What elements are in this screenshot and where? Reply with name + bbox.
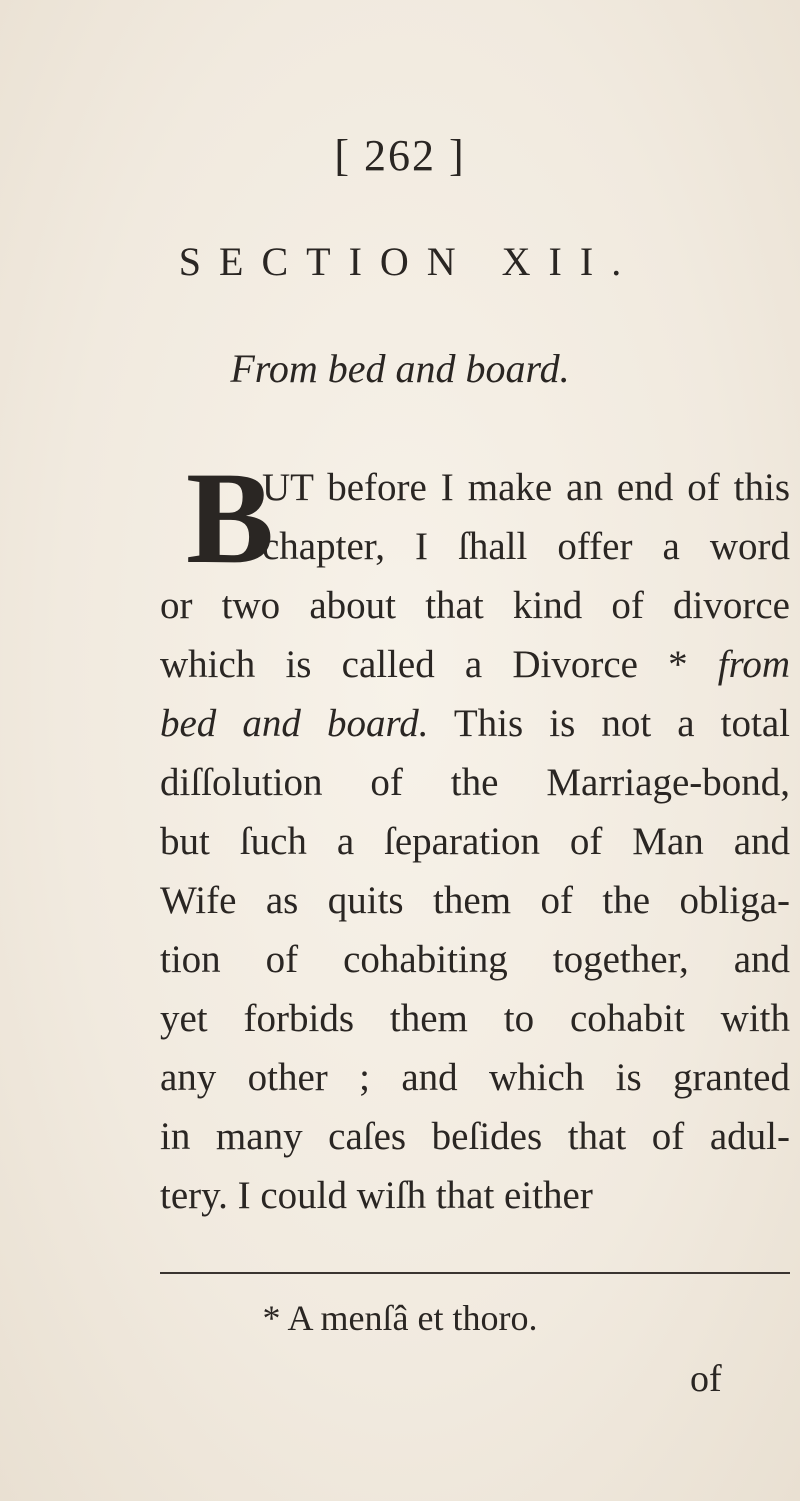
text-run: in many caſes beſides that of adul- xyxy=(160,1115,790,1158)
footnote: * A menſâ et thoro. xyxy=(262,1298,538,1338)
text-line xyxy=(160,576,790,635)
section-heading: SECTION XII. xyxy=(178,239,640,284)
text-run: chapter, I ſhall offer a word xyxy=(262,525,790,568)
footnote-rule xyxy=(160,1272,790,1274)
body-text xyxy=(160,458,790,1225)
text-line xyxy=(160,1166,790,1225)
text-run: Wife as quits them of the obliga- xyxy=(160,879,790,922)
text-line xyxy=(160,1048,790,1107)
text-run: from xyxy=(717,643,790,686)
text-run: bed and board. xyxy=(160,702,429,745)
drop-cap: B xyxy=(186,444,275,591)
text-run: any other ; and which is granted xyxy=(160,1056,790,1099)
text-run: yet forbids them to cohabit with xyxy=(160,997,790,1040)
text-line xyxy=(160,1107,790,1166)
text-run: diſſolution of the Marriage-bond, xyxy=(160,761,790,804)
text-line xyxy=(160,517,790,576)
text-run: or two about that kind of divorce xyxy=(160,584,790,627)
text-line xyxy=(160,930,790,989)
page-number: [ 262 ] xyxy=(334,131,466,180)
text-run: UT before I make an end of this xyxy=(262,466,790,509)
catchword: of xyxy=(690,1358,722,1400)
text-run: This is not a total xyxy=(428,702,790,745)
text-line xyxy=(160,458,790,517)
text-line xyxy=(160,812,790,871)
text-line xyxy=(160,694,790,753)
section-subtitle: From bed and board. xyxy=(230,346,570,391)
text-line xyxy=(160,989,790,1048)
text-line xyxy=(160,753,790,812)
text-line xyxy=(160,635,790,694)
text-run: but ſuch a ſeparation of Man and xyxy=(160,820,790,863)
text-run: tion of cohabiting together, and xyxy=(160,938,790,981)
text-run: tery. I could wiſh that either xyxy=(160,1174,593,1217)
text-line xyxy=(160,871,790,930)
text-run: which is called a Divorce * xyxy=(160,643,718,686)
